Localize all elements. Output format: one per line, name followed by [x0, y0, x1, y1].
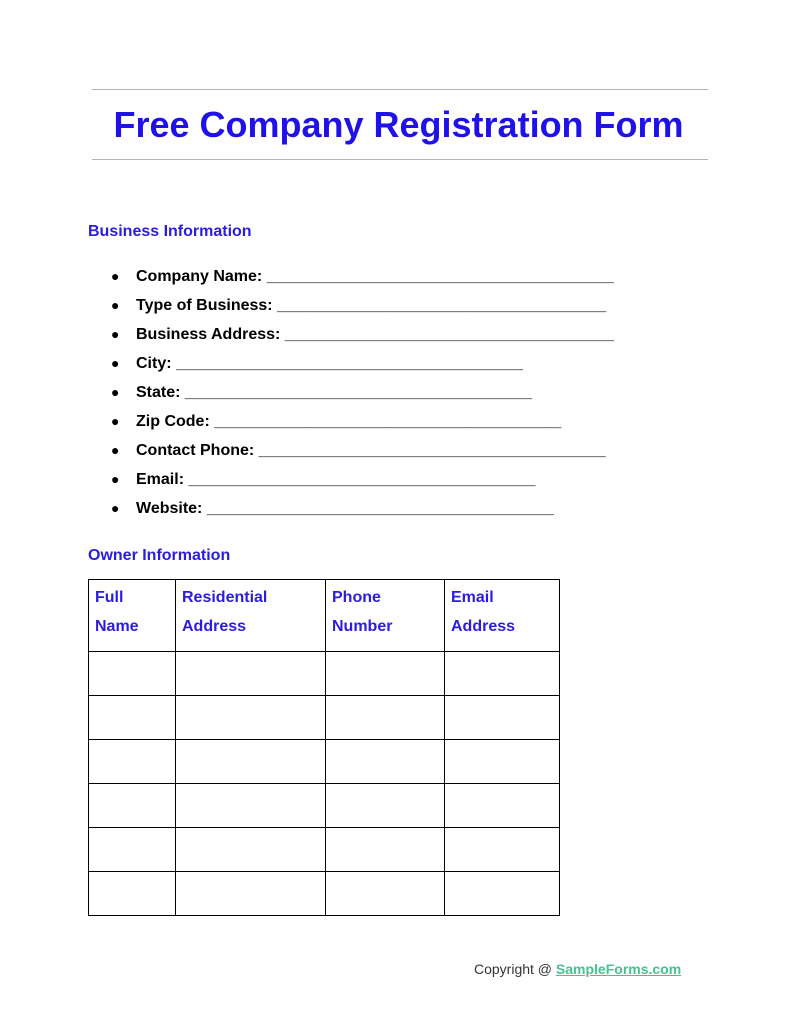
table-cell[interactable] — [176, 828, 326, 872]
bottom-divider — [92, 159, 708, 160]
field-label: Business Address: _____________________________________ — [136, 326, 615, 343]
table-row — [89, 784, 560, 828]
owner-information-heading: Owner Information — [88, 547, 231, 564]
table-row — [89, 828, 560, 872]
table-row — [89, 872, 560, 916]
table-cell[interactable] — [89, 696, 176, 740]
table-cell[interactable] — [176, 696, 326, 740]
bullet-icon: ● — [111, 326, 120, 342]
table-cell[interactable] — [176, 872, 326, 916]
table-cell[interactable] — [326, 784, 445, 828]
table-cell[interactable] — [445, 652, 560, 696]
table-row — [89, 696, 560, 740]
table-row — [89, 652, 560, 696]
column-header-full-name: Full Name — [89, 580, 176, 652]
field-label: Email: _______________________________________ — [136, 471, 536, 488]
top-divider — [92, 89, 708, 90]
table-cell[interactable] — [445, 696, 560, 740]
field-label: City: _______________________________________ — [136, 355, 524, 372]
bullet-icon: ● — [111, 297, 120, 313]
field-label: Company Name: _______________________________________ — [136, 268, 614, 285]
business-information-heading: Business Information — [88, 223, 252, 240]
table-cell[interactable] — [326, 872, 445, 916]
table-row — [89, 740, 560, 784]
table-cell[interactable] — [445, 828, 560, 872]
table-cell[interactable] — [445, 740, 560, 784]
bullet-icon: ● — [111, 471, 120, 487]
table-cell[interactable] — [89, 740, 176, 784]
field-label: Website: _______________________________________ — [136, 500, 554, 517]
column-header-email-address: Email Address — [445, 580, 560, 652]
field-label: Contact Phone: _______________________________________ — [136, 442, 606, 459]
bullet-icon: ● — [111, 442, 120, 458]
bullet-icon: ● — [111, 268, 120, 284]
bullet-icon: ● — [111, 384, 120, 400]
field-label: Type of Business: _____________________________________ — [136, 297, 607, 314]
bullet-icon: ● — [111, 500, 120, 516]
copyright-footer — [474, 958, 681, 980]
bullet-icon: ● — [111, 413, 120, 429]
page-title: Free Company Registration Form — [113, 104, 684, 145]
sampleforms-link[interactable]: SampleForms.com — [555, 961, 682, 977]
table-cell[interactable] — [176, 652, 326, 696]
table-cell[interactable] — [445, 784, 560, 828]
table-cell[interactable] — [326, 740, 445, 784]
table-cell[interactable] — [326, 828, 445, 872]
table-cell[interactable] — [89, 652, 176, 696]
table-cell[interactable] — [89, 784, 176, 828]
copyright-text: Copyright @ — [474, 961, 556, 977]
table-cell[interactable] — [326, 696, 445, 740]
field-label: State: _______________________________________ — [136, 384, 532, 401]
table-cell[interactable] — [326, 652, 445, 696]
table-cell[interactable] — [89, 828, 176, 872]
owner-table-header-row — [89, 580, 560, 652]
column-header-phone-number: Phone Number — [326, 580, 445, 652]
table-cell[interactable] — [445, 872, 560, 916]
owner-table — [88, 579, 560, 916]
field-label: Zip Code: _______________________________________ — [136, 413, 562, 430]
table-cell[interactable] — [176, 784, 326, 828]
column-header-residential-address: Residential Address — [176, 580, 326, 652]
table-cell[interactable] — [89, 872, 176, 916]
bullet-icon: ● — [111, 355, 120, 371]
table-cell[interactable] — [176, 740, 326, 784]
